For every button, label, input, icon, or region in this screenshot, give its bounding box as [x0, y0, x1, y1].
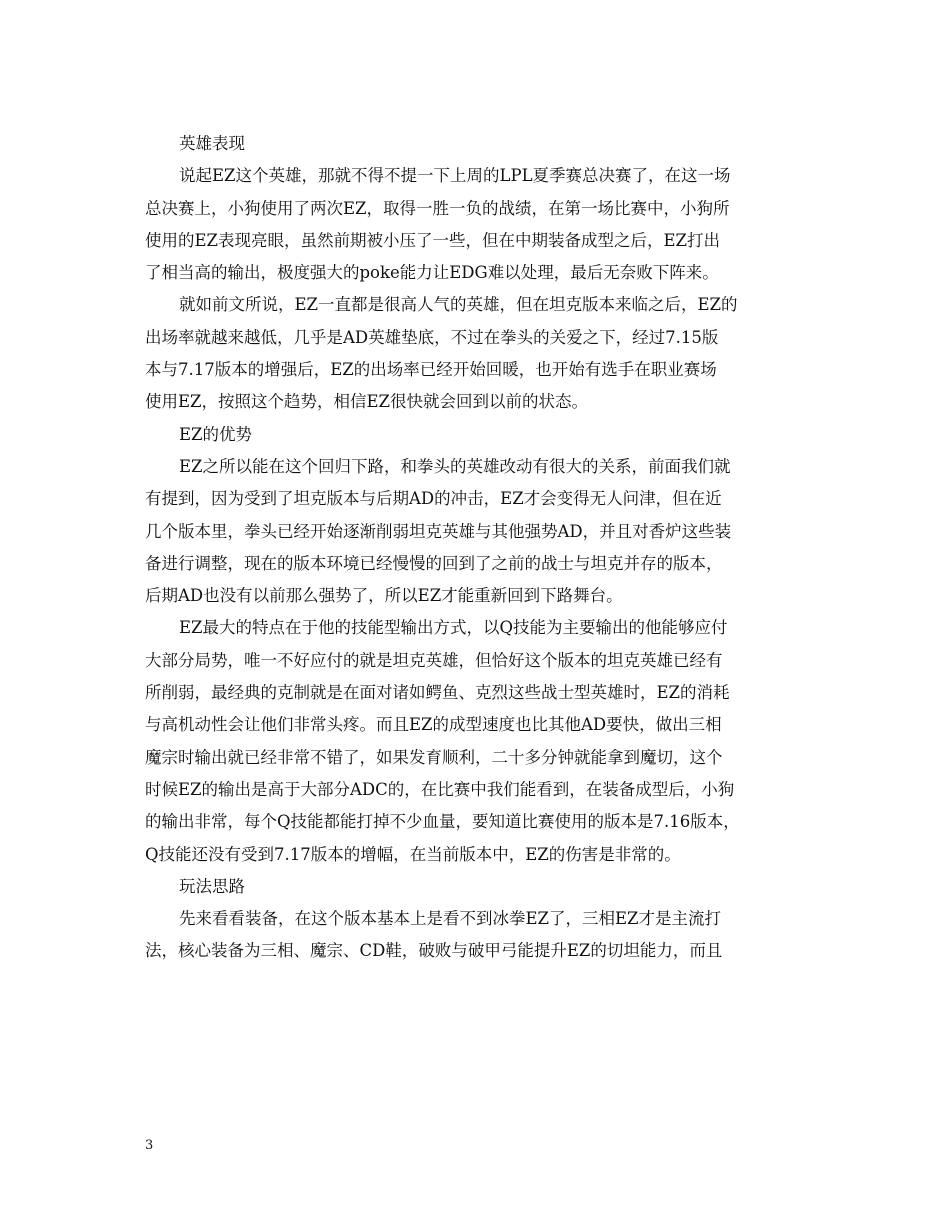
text-line: 先来看看装备，在这个版本基本上是看不到冰拳EZ了，三相EZ才是主流打 — [179, 909, 722, 929]
text-line: 几个版本里，拳头已经开始逐渐削弱坦克英雄与其他强势AD，并且对香炉这些装 — [145, 521, 732, 541]
text-line: 大部分局势，唯一不好应付的就是坦克英雄，但恰好这个版本的坦克英雄已经有 — [145, 650, 723, 670]
text-line: 玩法思路 — [179, 876, 245, 896]
text-line: 使用EZ，按照这个趋势，相信EZ很快就会回到以前的状态。 — [145, 392, 589, 412]
text-line: 了相当高的输出，极度强大的poke能力让EDG难以处理，最后无奈败下阵来。 — [145, 263, 719, 283]
text-line: 有提到，因为受到了坦克版本与后期AD的冲击，EZ才会变得无人问津，但在近 — [145, 489, 722, 509]
text-line: 后期AD也没有以前那么强势了，所以EZ才能重新回到下路舞台。 — [145, 586, 623, 606]
text-line: 备进行调整，现在的版本环境已经慢慢的回到了之前的战士与坦克并存的版本， — [145, 553, 723, 573]
text-line: EZ最大的特点在于他的技能型输出方式，以Q技能为主要输出的他能够应付 — [179, 618, 728, 638]
text-line: 就如前文所说，EZ一直都是很高人气的英雄，但在坦克版本来临之后，EZ的 — [179, 295, 738, 315]
text-line: 出场率就越来越低，几乎是AD英雄垫底，不过在拳头的关爱之下，经过7.15版 — [145, 327, 719, 347]
text-line: 与高机动性会让他们非常头疼。而且EZ的成型速度也比其他AD要快，做出三相 — [145, 715, 722, 735]
text-line: 魔宗时输出就已经非常不错了，如果发育顺利，二十多分钟就能拿到魔切，这个 — [145, 747, 723, 767]
text-line: 所削弱，最经典的克制就是在面对诸如鳄鱼、克烈这些战士型英雄时，EZ的消耗 — [145, 683, 730, 703]
text-line: 的输出非常，每个Q技能都能打掉不少血量，要知道比赛使用的版本是7.16版本， — [145, 812, 740, 832]
text-line: 总决赛上，小狗使用了两次EZ，取得一胜一负的战绩，在第一场比赛中，小狗所 — [145, 198, 730, 218]
text-line: 本与7.17版本的增强后，EZ的出场率已经开始回暖，也开始有选手在职业赛场 — [145, 360, 717, 380]
text-line: EZ的优势 — [179, 424, 253, 444]
document-body — [145, 128, 810, 968]
text-line: 说起EZ这个英雄，那就不得不提一下上周的LPL夏季赛总决赛了，在这一场 — [179, 166, 731, 186]
text-line: 时候EZ的输出是高于大部分ADC的，在比赛中我们能看到，在装备成型后，小狗 — [145, 779, 735, 799]
text-line: 英雄表现 — [179, 134, 245, 153]
text-line: 法，核心装备为三相、魔宗、CD鞋，破败与破甲弓能提升EZ的切坦能力，而且 — [145, 941, 723, 961]
text-line: EZ之所以能在这个回归下路，和拳头的英雄改动有很大的关系，前面我们就 — [179, 456, 731, 476]
text-line: 使用的EZ表现亮眼，虽然前期被小压了一些，但在中期装备成型之后，EZ打出 — [145, 230, 721, 250]
page-number: 3 — [145, 1138, 154, 1153]
text-line: Q技能还没有受到7.17版本的增幅，在当前版本中，EZ的伤害是非常的。 — [145, 844, 681, 864]
